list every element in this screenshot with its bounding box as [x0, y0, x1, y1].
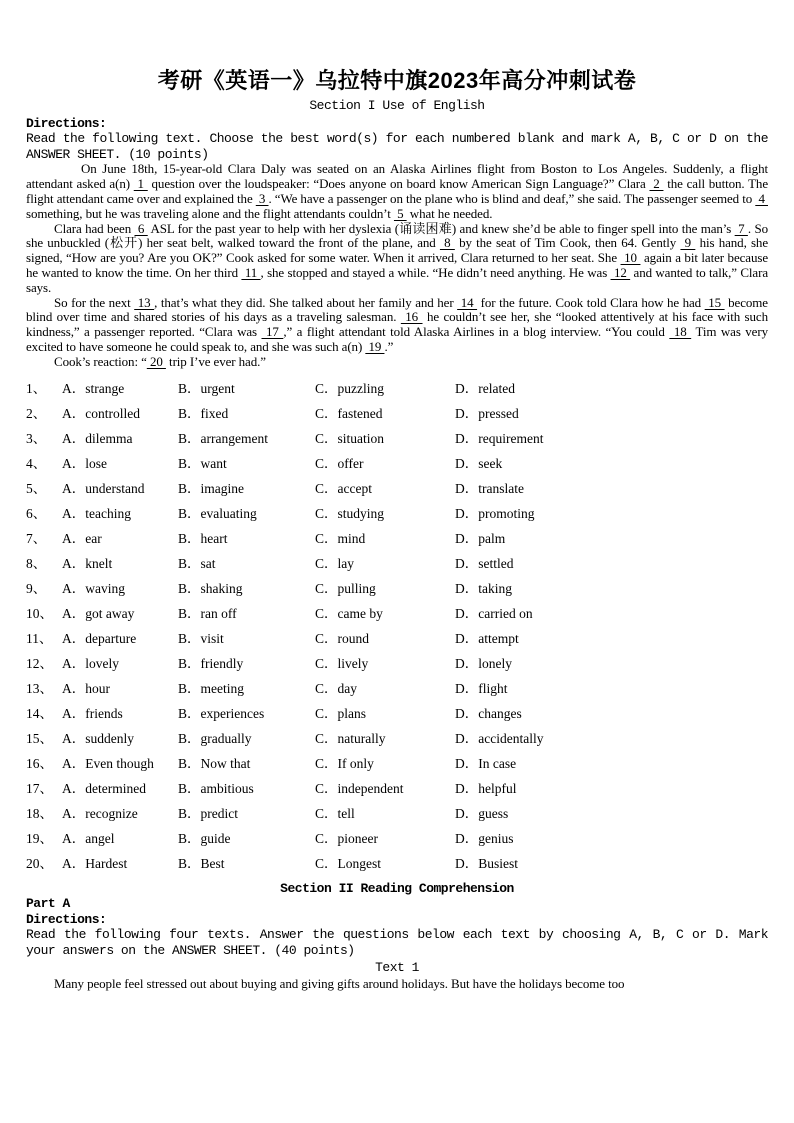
option-a: A．lose — [62, 455, 107, 471]
question-number: 11、 — [26, 630, 53, 646]
section1-directions: Read the following text. Choose the best word(s) for each numbered blank and mark A, B, C or D on the ANSWER SHEET. (10 points) — [26, 131, 768, 162]
option-c: C．accept — [315, 480, 372, 496]
option-d: D．taking — [455, 580, 512, 596]
option-b: B．urgent — [178, 380, 235, 396]
question-row — [26, 851, 768, 876]
question-number: 2、 — [26, 405, 47, 421]
option-d: D．translate — [455, 480, 524, 496]
option-b: B．ambitious — [178, 780, 254, 796]
option-c: C．plans — [315, 705, 367, 721]
option-a: A．ear — [62, 530, 102, 546]
option-c: C．fastened — [315, 405, 383, 421]
option-d: D．settled — [455, 555, 514, 571]
option-d: D．guess — [455, 805, 509, 821]
question-number: 10、 — [26, 605, 53, 621]
option-d: D．accidentally — [455, 730, 544, 746]
question-row — [26, 701, 768, 726]
option-a: A．got away — [62, 605, 135, 621]
section2-directions-label: Directions: — [26, 911, 107, 927]
option-a: A．waving — [62, 580, 125, 596]
option-c: C．mind — [315, 530, 366, 546]
question-number: 7、 — [26, 530, 47, 546]
option-a: A．recognize — [62, 805, 138, 821]
question-number: 6、 — [26, 505, 47, 521]
section2-directions: Read the following four texts. Answer the questions below each text by choosing A, B, C or D. Mark your answers on the ANSWER SHEET. (40 points) — [26, 927, 768, 958]
option-b: B．guide — [178, 830, 231, 846]
question-number: 16、 — [26, 755, 53, 771]
option-b: B．Best — [178, 855, 225, 871]
part-a-label: Part A — [26, 896, 70, 912]
option-a: A．strange — [62, 380, 125, 396]
passage-paragraph-3: So for the next 13 , that’s what they did. She talked about her family and her 14 for the future. Cook told Clara how he had 15 become blind over time and shared stories of his days as a traveling salesman. 16 he couldn’t see her, she “looked attentively at his face with such kindness,” a passenger reported. “Clara was 17 ,” a flight attendant told Alaska Airlines in a blog interview. “You could 18 Tim was very excited to have someone he could speak to, and she was such a(n) 19 .” — [26, 294, 768, 354]
question-number: 15、 — [26, 730, 53, 746]
option-a: A．lovely — [62, 655, 119, 671]
option-d: D．pressed — [455, 405, 519, 421]
question-row — [26, 576, 768, 601]
option-a: A．teaching — [62, 505, 131, 521]
option-a: A．determined — [62, 780, 146, 796]
question-row — [26, 501, 768, 526]
option-a: A．Even though — [62, 755, 154, 771]
text1-opening-line: Many people feel stressed out about buying and giving gifts around holidays. But have the holidays become too — [54, 976, 625, 992]
option-b: B．experiences — [178, 705, 265, 721]
option-d: D．carried on — [455, 605, 533, 621]
option-c: C．pulling — [315, 580, 376, 596]
option-c: C．studying — [315, 505, 385, 521]
cloze-question-list — [26, 376, 768, 876]
section1-heading: Section I Use of English — [309, 98, 485, 113]
question-row — [26, 526, 768, 551]
passage-paragraph-1: On June 18th, 15-year-old Clara Daly was seated on an Alaska Airlines flight from Boston to Los Angeles. Suddenly, a flight attendant asked a(n) 1 question over the loudspeaker: “Does anyone on board know American Sign Language?” Clara 2 the call button. The flight attendant came over and explained the 3 . “We have a passenger on the plane who is blind and deaf,” she said. The passenger seemed to 4 something, but he was traveling alone and the flight attendants couldn’t 5 what he needed. — [26, 161, 769, 221]
question-row — [26, 676, 768, 701]
page-title: 考研《英语一》乌拉特中旗2023年高分冲刺试卷 — [157, 68, 637, 93]
question-number: 14、 — [26, 705, 53, 721]
option-d: D．palm — [455, 530, 506, 546]
cloze-passage — [26, 162, 768, 369]
question-row — [26, 726, 768, 751]
option-c: C．offer — [315, 455, 364, 471]
option-b: B．Now that — [178, 755, 251, 771]
question-number: 18、 — [26, 805, 53, 821]
option-d: D．promoting — [455, 505, 535, 521]
option-a: A．understand — [62, 480, 145, 496]
option-b: B．shaking — [178, 580, 243, 596]
question-row — [26, 376, 768, 401]
option-b: B．fixed — [178, 405, 229, 421]
option-c: C．round — [315, 630, 369, 646]
question-row — [26, 626, 768, 651]
option-a: A．Hardest — [62, 855, 128, 871]
option-a: A．dilemma — [62, 430, 133, 446]
option-c: C．Longest — [315, 855, 381, 871]
option-d: D．lonely — [455, 655, 512, 671]
option-a: A．knelt — [62, 555, 113, 571]
question-row — [26, 476, 768, 501]
option-b: B．ran off — [178, 605, 237, 621]
question-row — [26, 426, 768, 451]
option-b: B．gradually — [178, 730, 252, 746]
question-row — [26, 551, 768, 576]
option-c: C．lively — [315, 655, 369, 671]
option-b: B．heart — [178, 530, 228, 546]
question-number: 5、 — [26, 480, 47, 496]
question-row — [26, 776, 768, 801]
option-c: C．naturally — [315, 730, 386, 746]
question-number: 17、 — [26, 780, 53, 796]
option-c: C．pioneer — [315, 830, 378, 846]
question-number: 9、 — [26, 580, 47, 596]
option-a: A．suddenly — [62, 730, 134, 746]
section1-directions-label: Directions: — [26, 115, 107, 131]
text1-heading: Text 1 — [375, 959, 419, 975]
option-d: D．helpful — [455, 780, 517, 796]
option-d: D．In case — [455, 755, 517, 771]
question-row — [26, 651, 768, 676]
option-c: C．If only — [315, 755, 374, 771]
option-b: B．sat — [178, 555, 216, 571]
option-d: D．attempt — [455, 630, 519, 646]
question-number: 8、 — [26, 555, 47, 571]
question-row — [26, 751, 768, 776]
option-d: D．requirement — [455, 430, 544, 446]
passage-paragraph-4: Cook’s reaction: “ 20 trip I’ve ever had.” — [54, 353, 266, 369]
question-number: 1、 — [26, 380, 47, 396]
question-number: 20、 — [26, 855, 53, 871]
option-b: B．visit — [178, 630, 224, 646]
option-b: B．imagine — [178, 480, 244, 496]
question-row — [26, 401, 768, 426]
option-a: A．controlled — [62, 405, 140, 421]
question-row — [26, 451, 768, 476]
option-b: B．meeting — [178, 680, 244, 696]
option-c: C．tell — [315, 805, 355, 821]
option-d: D．flight — [455, 680, 508, 696]
option-d: D．Busiest — [455, 855, 519, 871]
question-row — [26, 826, 768, 851]
question-number: 4、 — [26, 455, 47, 471]
question-row — [26, 801, 768, 826]
option-c: C．day — [315, 680, 357, 696]
option-d: D．changes — [455, 705, 522, 721]
question-row — [26, 601, 768, 626]
option-d: D．related — [455, 380, 515, 396]
option-b: B．predict — [178, 805, 238, 821]
option-b: B．friendly — [178, 655, 244, 671]
option-a: A．hour — [62, 680, 110, 696]
option-c: C．came by — [315, 605, 383, 621]
question-number: 13、 — [26, 680, 53, 696]
question-number: 12、 — [26, 655, 53, 671]
option-a: A．angel — [62, 830, 115, 846]
option-c: C．puzzling — [315, 380, 384, 396]
question-number: 3、 — [26, 430, 47, 446]
option-c: C．lay — [315, 555, 354, 571]
option-d: D．seek — [455, 455, 503, 471]
option-a: A．friends — [62, 705, 123, 721]
option-b: B．arrangement — [178, 430, 268, 446]
option-c: C．situation — [315, 430, 385, 446]
option-c: C．independent — [315, 780, 404, 796]
option-d: D．genius — [455, 830, 514, 846]
question-number: 19、 — [26, 830, 53, 846]
passage-paragraph-2: Clara had been 6 ASL for the past year to help with her dyslexia (诵读困难) and knew she’d be able to finger spell into the man’s 7 . So she unbuckled (松开) her seat belt, walked toward the front of the plane, and 8 by the seat of Tim Cook, then 64. Gently 9 his hand, she signed, “How are you? Are you OK?” Cook asked for some water. When it arrived, Clara returned to her seat. She 10 again a bit later because he wanted to know the time. On her third 11 , she stopped and stayed a while. “He didn’t need anything. He was 12 and wanted to talk,” Clara says. — [26, 220, 769, 295]
section2-heading: Section II Reading Comprehension — [280, 880, 514, 896]
option-b: B．evaluating — [178, 505, 257, 521]
option-b: B．want — [178, 455, 227, 471]
option-a: A．departure — [62, 630, 137, 646]
